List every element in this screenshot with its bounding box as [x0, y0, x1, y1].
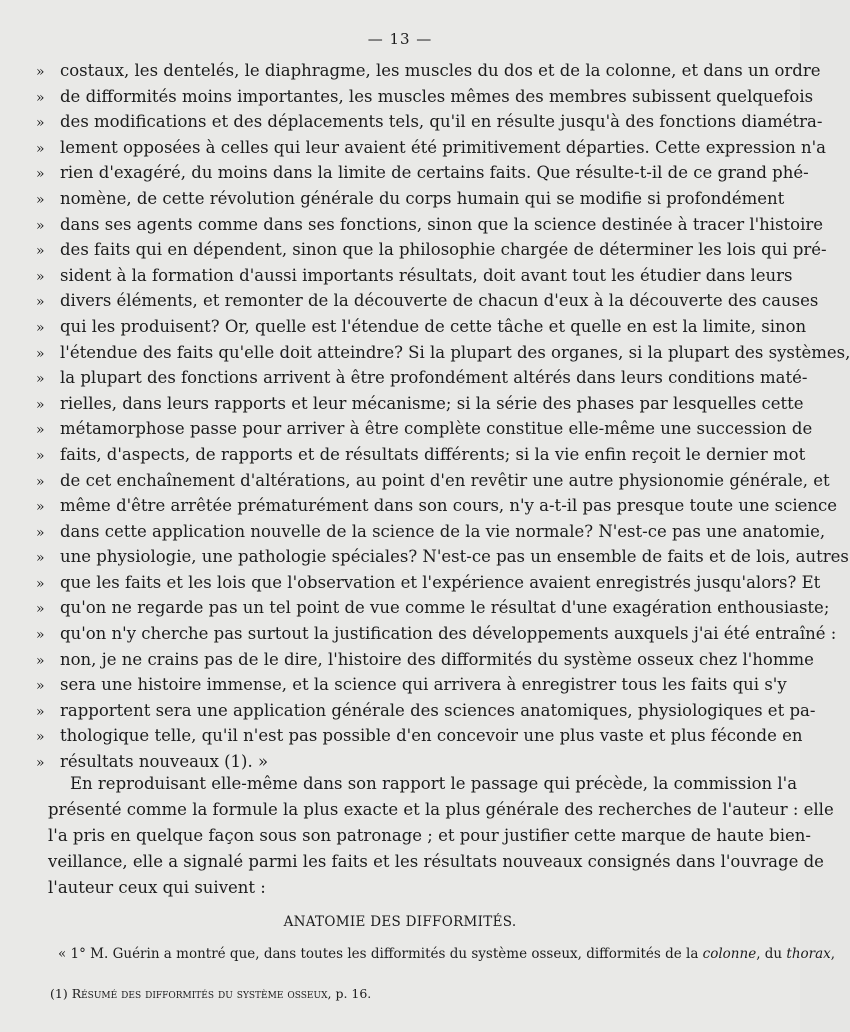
footnote	[50, 985, 750, 1003]
quote-mark: »	[36, 422, 45, 439]
quote-line-text: de difformités moins importantes, les muscles mêmes des membres subissent quelquefois	[60, 86, 814, 106]
quote-mark: »	[36, 166, 45, 183]
footnote-page: , p. 16.	[327, 986, 372, 1001]
paragraph-line: l'auteur ceux qui suivent :	[48, 878, 266, 897]
quote-mark: »	[36, 89, 45, 106]
quote-mark: »	[36, 217, 45, 234]
quote-line-text: non, je ne crains pas de le dire, l'histoire des difformités du système osseux chez l'homme	[60, 649, 814, 669]
quote-line-text: rielles, dans leurs rapports et leur mécanisme; si la série des phases par lesquelles cette	[60, 393, 804, 413]
quote-mark: »	[36, 319, 45, 336]
quote-mark: »	[36, 447, 45, 464]
quote-line-text: de cet enchaînement d'altérations, au point d'en revêtir une autre physionomie générale, et	[60, 470, 830, 490]
quote-mark: »	[36, 396, 45, 413]
quote-mark: »	[36, 550, 45, 567]
quote-line-text: qu'on n'y cherche pas surtout la justification des développements auxquels j'ai été entraîné :	[60, 624, 837, 644]
section-line-lead: « 1° M. Guérin a montré que, dans toutes les difformités du système osseux, difformités de la	[58, 946, 703, 962]
quote-mark: »	[36, 294, 45, 311]
section-first-line	[58, 944, 836, 964]
quote-line	[36, 135, 826, 161]
quote-line	[36, 84, 814, 110]
quote-line-text: l'étendue des faits qu'elle doit atteindre? Si la plupart des organes, si la plupart des systèmes,	[60, 342, 850, 362]
quote-line-text: métamorphose passe pour arriver à être complète constitue elle-même une succession de	[60, 419, 813, 439]
quote-line-text: que les faits et les lois que l'observation et l'expérience avaient enregistrés jusqu'alors? Et	[60, 572, 821, 592]
quote-line	[36, 263, 793, 289]
quote-mark: »	[36, 191, 45, 208]
quote-line-text: thologique telle, qu'il n'est pas possible d'en concevoir une plus vaste et plus féconde en	[60, 726, 803, 746]
quote-line-text: rapportent sera une application générale des sciences anatomiques, physiologiques et pa-	[60, 700, 816, 720]
quote-line-text: sident à la formation d'aussi importants résultats, doit avant tout les étudier dans leurs	[60, 265, 793, 285]
section-line-colonne: colonne	[702, 946, 757, 962]
quote-line-text: des faits qui en dépendent, sinon que la philosophie chargée de déterminer les lois qui pré-	[60, 240, 827, 260]
quote-line-text: la plupart des fonctions arrivent à être profondément altérés dans leurs conditions maté-	[60, 368, 808, 388]
quote-line-text: divers éléments, et remonter de la découverte de chacun d'eux à la découverte des causes	[60, 291, 819, 311]
quote-line	[36, 519, 826, 545]
quote-line	[36, 570, 821, 596]
quoted-passage	[36, 58, 850, 775]
quote-mark: »	[36, 243, 45, 260]
quote-line	[36, 391, 804, 417]
quote-mark: »	[36, 601, 45, 618]
quote-mark: »	[36, 524, 45, 541]
quote-line-text: faits, d'aspects, de rapports et de résultats différents; si la vie enfin reçoit le dernier mot	[60, 444, 806, 464]
quote-line	[36, 442, 806, 468]
quote-line	[36, 416, 813, 442]
quote-line-text: résultats nouveaux (1). »	[60, 752, 269, 772]
quote-line	[36, 672, 787, 698]
quote-line-text: sera une histoire immense, et la science qui arrivera à enregistrer tous les faits qui s'y	[60, 675, 787, 695]
quote-line	[36, 723, 803, 749]
footnote-title: Résumé des difformités du système osseux	[71, 986, 328, 1001]
page-number: — 13 —	[367, 30, 433, 48]
quote-line	[36, 595, 830, 621]
quote-line	[36, 340, 850, 366]
quote-line	[36, 698, 816, 724]
section-line-mid: , du	[756, 946, 787, 962]
quote-line-text: dans ses agents comme dans ses fonctions, sinon que la science destinée à tracer l'histoire	[60, 214, 824, 234]
quote-line	[36, 109, 823, 135]
quote-line-text: qui les produisent? Or, quelle est l'étendue de cette tâche et quelle en est la limite, sinon	[60, 316, 807, 336]
quote-line-text: nomène, de cette révolution générale du corps humain qui se modifie si profondément	[60, 188, 785, 208]
quote-line-text: des modifications et des déplacements tels, qu'il en résulte jusqu'à des fonctions diamétra-	[60, 112, 823, 132]
quote-mark: »	[36, 115, 45, 132]
section-line-tail: ,	[830, 946, 836, 962]
quote-line	[36, 237, 827, 263]
quote-mark: »	[36, 140, 45, 157]
paragraph-line: l'a pris en quelque façon sous son patronage ; et pour justifier cette marque de haute bien-	[48, 826, 811, 845]
quote-line-text: une physiologie, une pathologie spéciales? N'est-ce pas un ensemble de faits et de lois, autres	[60, 547, 849, 567]
quote-mark: »	[36, 627, 45, 644]
quote-line	[36, 288, 819, 314]
quote-line-text: lement opposées à celles qui leur avaient été primitivement départies. Cette expression n'a	[60, 137, 826, 157]
quote-line-text: même d'être arrêtée prématurément dans son cours, n'y a-t-il pas presque toute une science	[60, 496, 838, 516]
body-paragraph	[48, 771, 834, 901]
quote-mark: »	[36, 64, 45, 80]
quote-mark: »	[36, 371, 45, 388]
paragraph-line: présenté comme la formule la plus exacte et la plus générale des recherches de l'auteur : elle	[48, 800, 834, 819]
quote-line	[36, 544, 849, 570]
quote-mark: »	[36, 703, 45, 720]
quote-mark: »	[36, 473, 45, 490]
paragraph-line: En reproduisant elle-même dans son rapport le passage qui précède, la commission l'a	[70, 774, 798, 793]
quote-line	[36, 493, 838, 519]
quote-mark: »	[36, 652, 45, 669]
quote-line	[36, 621, 837, 647]
quote-mark: »	[36, 268, 45, 285]
quote-mark: »	[36, 575, 45, 592]
section-line-thorax: thorax	[786, 946, 831, 962]
quote-mark: »	[36, 345, 45, 362]
quote-line-text: rien d'exagéré, du moins dans la limite de certains faits. Que résulte-t-il de ce grand phé-	[60, 163, 809, 183]
footnote-marker: (1)	[50, 986, 72, 1001]
quote-line	[36, 365, 808, 391]
quote-line-text: qu'on ne regarde pas un tel point de vue comme le résultat d'une exagération enthousiaste;	[60, 598, 830, 618]
quote-line-text: dans cette application nouvelle de la science de la vie normale? N'est-ce pas une anatomie,	[60, 521, 826, 541]
quote-line	[36, 186, 785, 212]
quote-mark: »	[36, 678, 45, 695]
quote-line	[36, 212, 824, 238]
paragraph-line: veillance, elle a signalé parmi les faits et les résultats nouveaux consignés dans l'ouvrage de	[48, 852, 824, 871]
quote-mark: »	[36, 755, 45, 772]
quote-line	[36, 647, 814, 673]
quote-line-text: costaux, les dentelés, le diaphragme, les muscles du dos et de la colonne, et dans un ordre	[60, 61, 821, 80]
section-heading: ANATOMIE DES DIFFORMITÉS.	[283, 914, 517, 930]
quote-mark: »	[36, 499, 45, 516]
quote-line	[36, 468, 830, 494]
quote-line	[36, 314, 807, 340]
quote-mark: »	[36, 729, 45, 746]
quote-line	[36, 58, 821, 84]
quote-line	[36, 160, 809, 186]
